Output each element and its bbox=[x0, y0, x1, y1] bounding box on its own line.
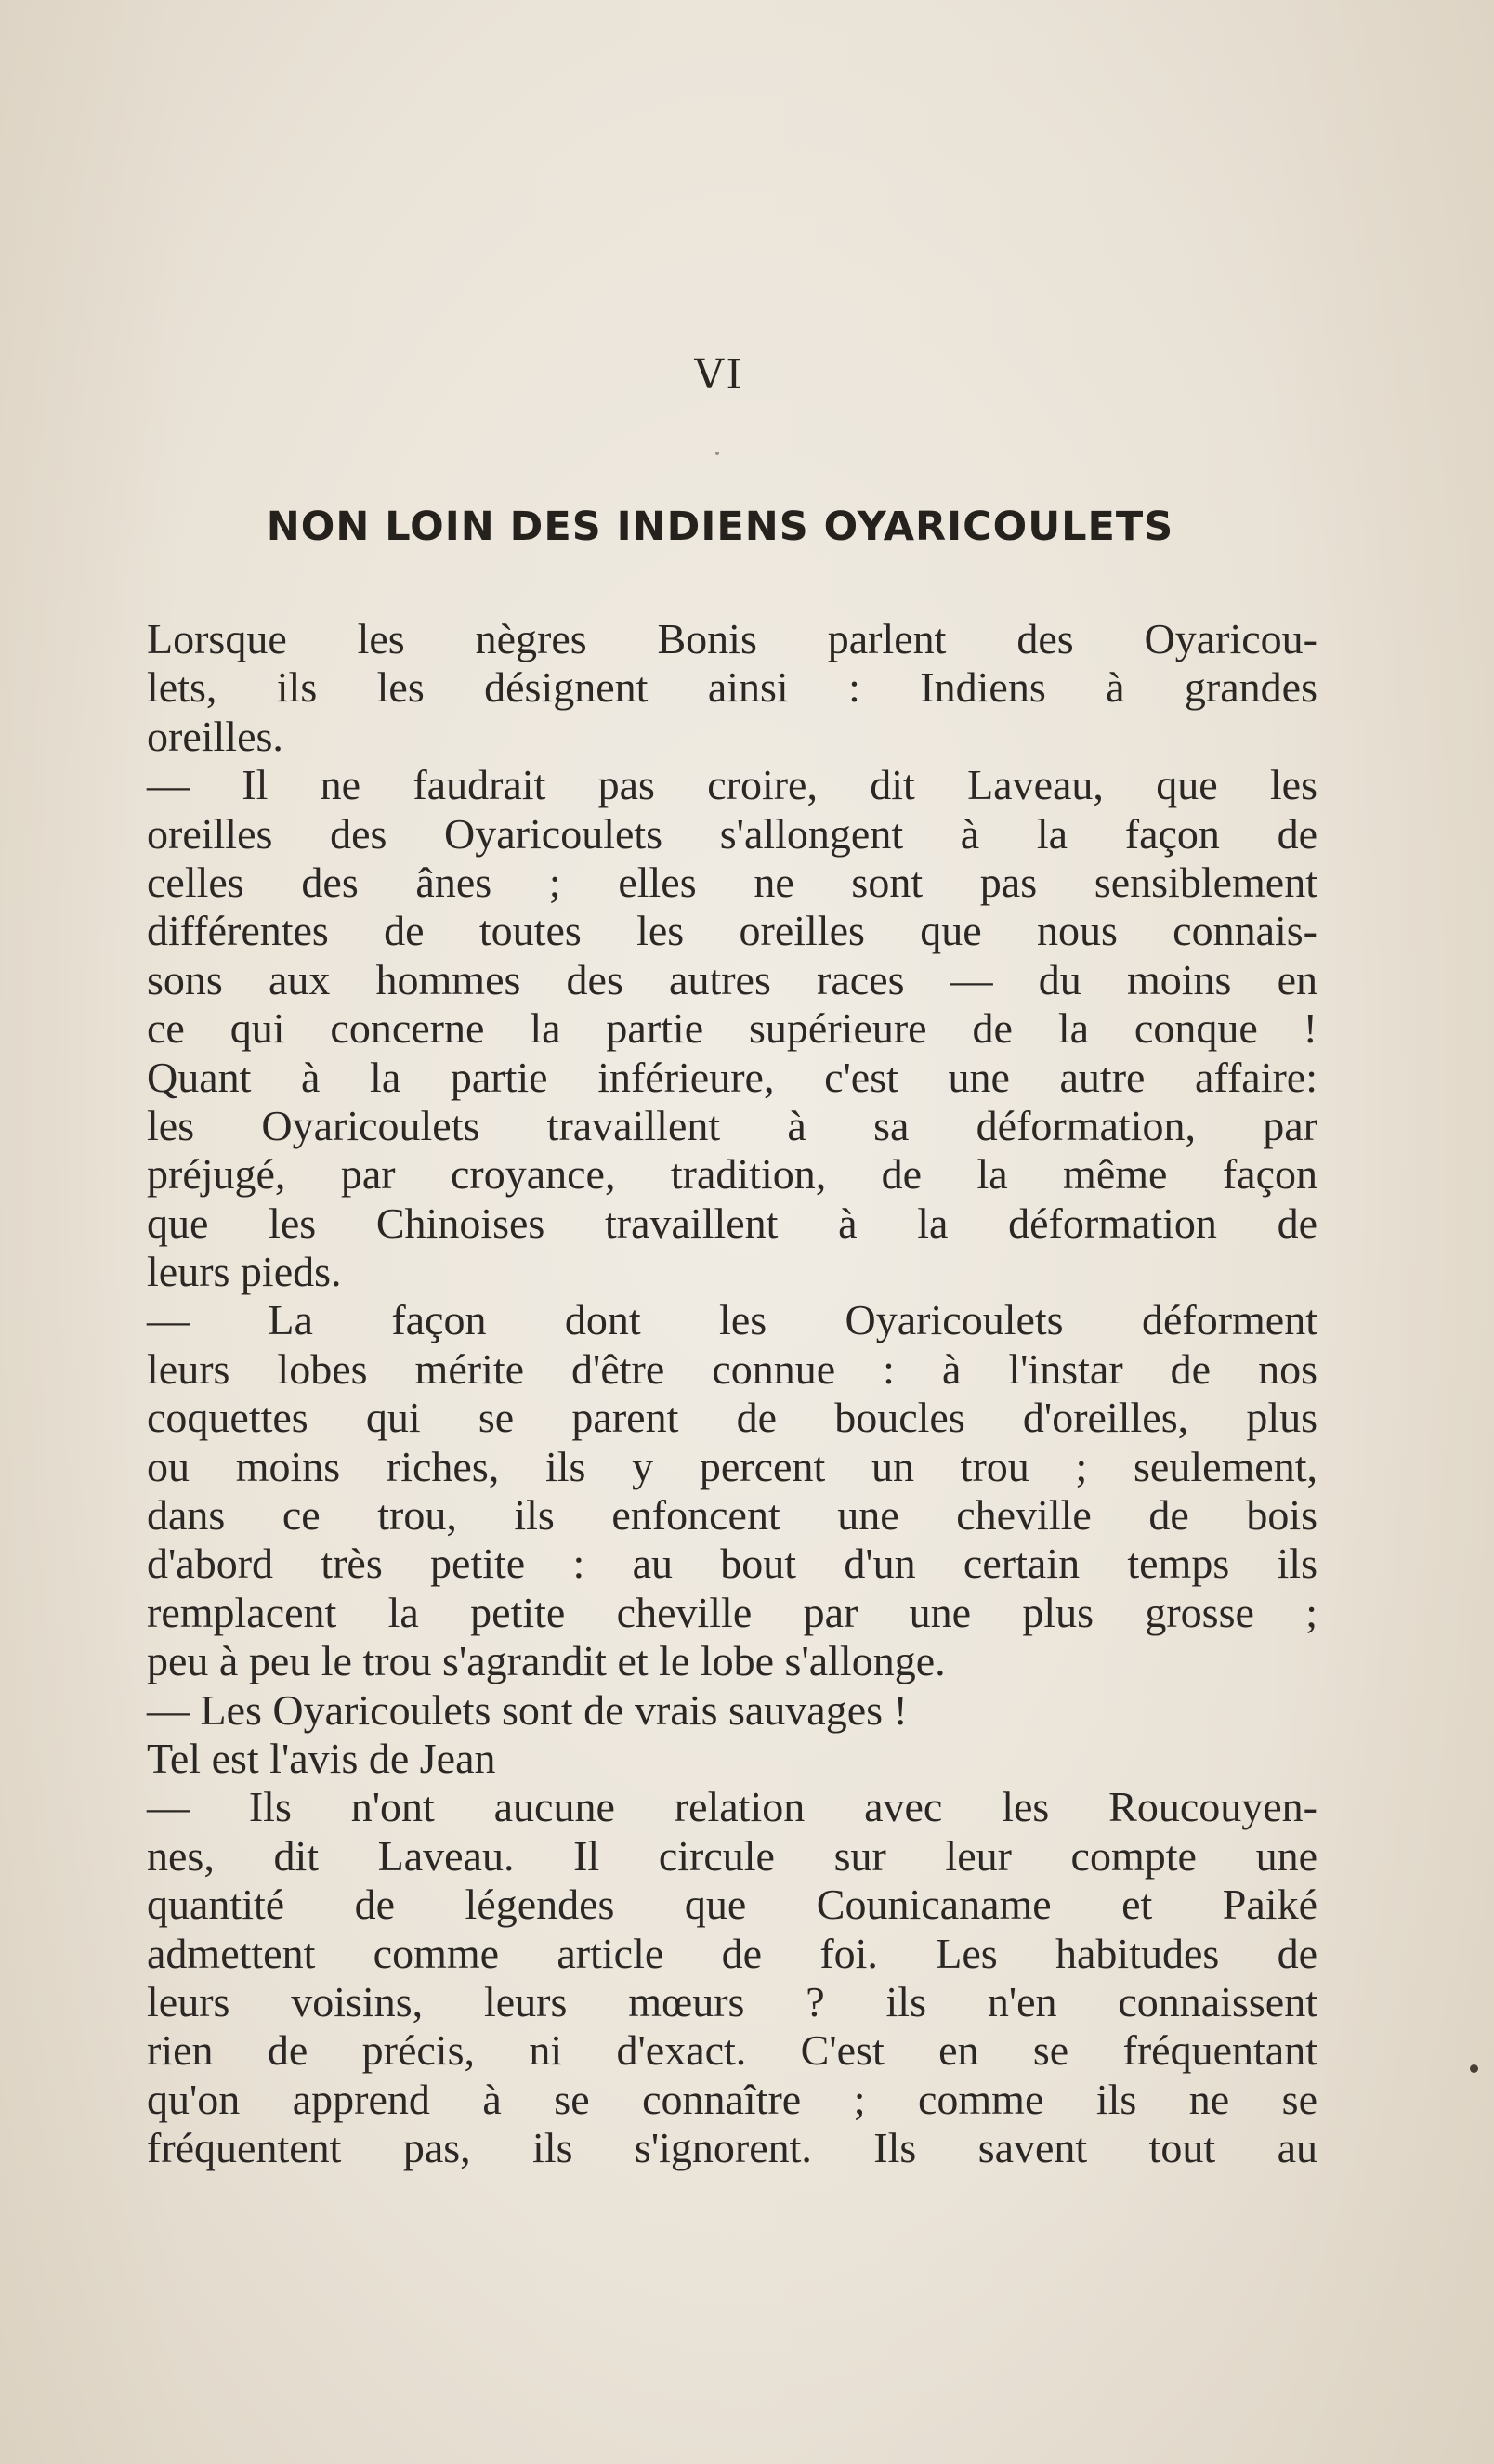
text-line: remplacent la petite cheville par une plus grosse ; bbox=[147, 1588, 1317, 1636]
text-line: nes, dit Laveau. Il circule sur leur compte une bbox=[147, 1831, 1317, 1880]
text-line: Quant à la partie inférieure, c'est une autre affaire: bbox=[147, 1053, 1317, 1101]
text-line: fréquentent pas, ils s'ignorent. Ils savent tout au bbox=[147, 2124, 1317, 2172]
text-line: — La façon dont les Oyaricoulets déforment bbox=[147, 1296, 1317, 1344]
text-line: lets, ils les désignent ainsi : Indiens à grandes bbox=[147, 663, 1317, 712]
text-line: admettent comme article de foi. Les habitudes de bbox=[147, 1929, 1317, 1977]
body-text bbox=[147, 615, 1317, 2173]
text-line: les Oyaricoulets travaillent à sa déformation, par bbox=[147, 1101, 1317, 1149]
paper-speck bbox=[1470, 2064, 1478, 2073]
text-line: oreilles. bbox=[147, 712, 283, 760]
text-line: qu'on apprend à se connaître ; comme ils ne se bbox=[147, 2075, 1317, 2123]
text-line: différentes de toutes les oreilles que nous connais- bbox=[147, 907, 1317, 955]
text-line: quantité de légendes que Counicaname et Paiké bbox=[147, 1881, 1317, 1929]
text-line: rien de précis, ni d'exact. C'est en se fréquentant bbox=[147, 2026, 1317, 2075]
text-line: ou moins riches, ils y percent un trou ; seulement, bbox=[147, 1442, 1317, 1490]
text-line: leurs voisins, leurs mœurs ? ils n'en connaissent bbox=[147, 1977, 1317, 2025]
text-line: ce qui concerne la partie supérieure de la conque ! bbox=[147, 1004, 1317, 1053]
text-line: — Les Oyaricoulets sont de vrais sauvages ! bbox=[147, 1685, 908, 1734]
text-line: d'abord très petite : au bout d'un certain temps ils bbox=[147, 1540, 1317, 1588]
text-line: oreilles des Oyaricoulets s'allongent à la façon de bbox=[147, 809, 1317, 858]
text-line: — Il ne faudrait pas croire, dit Laveau, que les bbox=[147, 761, 1317, 809]
text-line: celles des ânes ; elles ne sont pas sensiblement bbox=[147, 858, 1317, 906]
text-line: dans ce trou, ils enfoncent une cheville de bois bbox=[147, 1491, 1317, 1540]
text-line: — Ils n'ont aucune relation avec les Roucouyen- bbox=[147, 1783, 1317, 1831]
text-line: Lorsque les nègres Bonis parlent des Oyaricou- bbox=[147, 615, 1317, 662]
chapter-number: VI bbox=[694, 351, 744, 399]
text-line: peu à peu le trou s'agrandit et le lobe s'allonge. bbox=[147, 1637, 946, 1685]
text-line: que les Chinoises travaillent à la déformation de bbox=[147, 1199, 1317, 1247]
text-line: Tel est l'avis de Jean bbox=[147, 1734, 496, 1782]
text-line: leurs pieds. bbox=[147, 1248, 342, 1296]
text-line: coquettes qui se parent de boucles d'oreilles, plus bbox=[147, 1394, 1317, 1442]
chapter-title: NON LOIN DES INDIENS OYARICOULETS bbox=[266, 504, 1174, 550]
text-line: préjugé, par croyance, tradition, de la même façon bbox=[147, 1150, 1317, 1199]
text-line: sons aux hommes des autres races — du moins en bbox=[147, 955, 1317, 1003]
paper-speck bbox=[715, 452, 719, 455]
text-line: leurs lobes mérite d'être connue : à l'instar de nos bbox=[147, 1344, 1317, 1393]
